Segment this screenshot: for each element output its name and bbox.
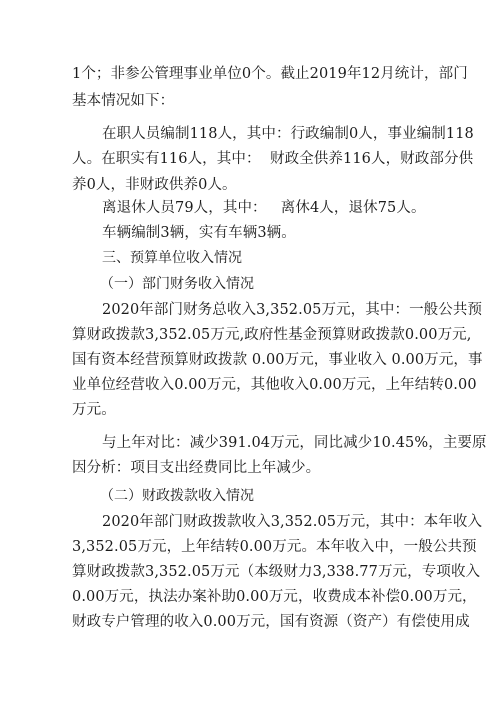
subsection-heading-1: （一）部门财务收入情况: [100, 276, 254, 292]
text-line-20: 算财政拨款3,352.05万元（本级财力3,338.77万元，专项收入: [72, 564, 481, 580]
text-line-5: 养0人，非财政供养0人。: [72, 177, 237, 193]
text-line-14: 万元。: [72, 402, 116, 418]
section-heading-3: 三、预算单位收入情况: [102, 250, 242, 266]
text-line-3: 在职人员编制118人，其中：行政编制0人，事业编制118: [102, 126, 474, 142]
text-line-15: 与上年对比：减少391.04万元，同比减少10.45%，主要原: [102, 435, 487, 451]
text-line-4: 人。在职实有116人，其中： 财政全供养116人，财政部分供: [72, 151, 474, 167]
text-line-18: 2020年部门财政拨款收入3,352.05万元，其中：本年收入: [102, 514, 483, 530]
text-line-1: 1个；非参公管理事业单位0个。截止2019年12月统计，部门: [72, 66, 468, 82]
text-line-13: 业单位经营收入0.00万元，其他收入0.00万元，上年结转0.00: [72, 377, 477, 393]
text-line-6: 离退休人员79人，其中： 离休4人，退休75人。: [102, 200, 426, 216]
text-line-16: 因分析：项目支出经费同比上年减少。: [72, 460, 321, 476]
text-line-7: 车辆编制3辆，实有车辆3辆。: [102, 225, 296, 241]
text-line-19: 3,352.05万元，上年结转0.00万元。本年收入中，一般公共预: [72, 539, 477, 555]
text-line-11: 算财政拨款3,352.05万元,政府性基金预算财政拨款0.00万元,: [72, 327, 472, 343]
text-line-10: 2020年部门财务总收入3,352.05万元，其中：一般公共预: [102, 302, 483, 318]
text-line-12: 国有资本经营预算财政拨款 0.00万元，事业收入 0.00万元，事: [72, 352, 483, 368]
subsection-heading-2: （二）财政拨款收入情况: [100, 488, 254, 504]
text-line-2: 基本情况如下：: [72, 93, 175, 109]
text-line-21: 0.00万元，执法办案补助0.00万元，收费成本补偿0.00万元，: [72, 589, 477, 605]
text-line-22: 财政专户管理的收入0.00万元，国有资源（资产）有偿使用成: [72, 614, 470, 630]
